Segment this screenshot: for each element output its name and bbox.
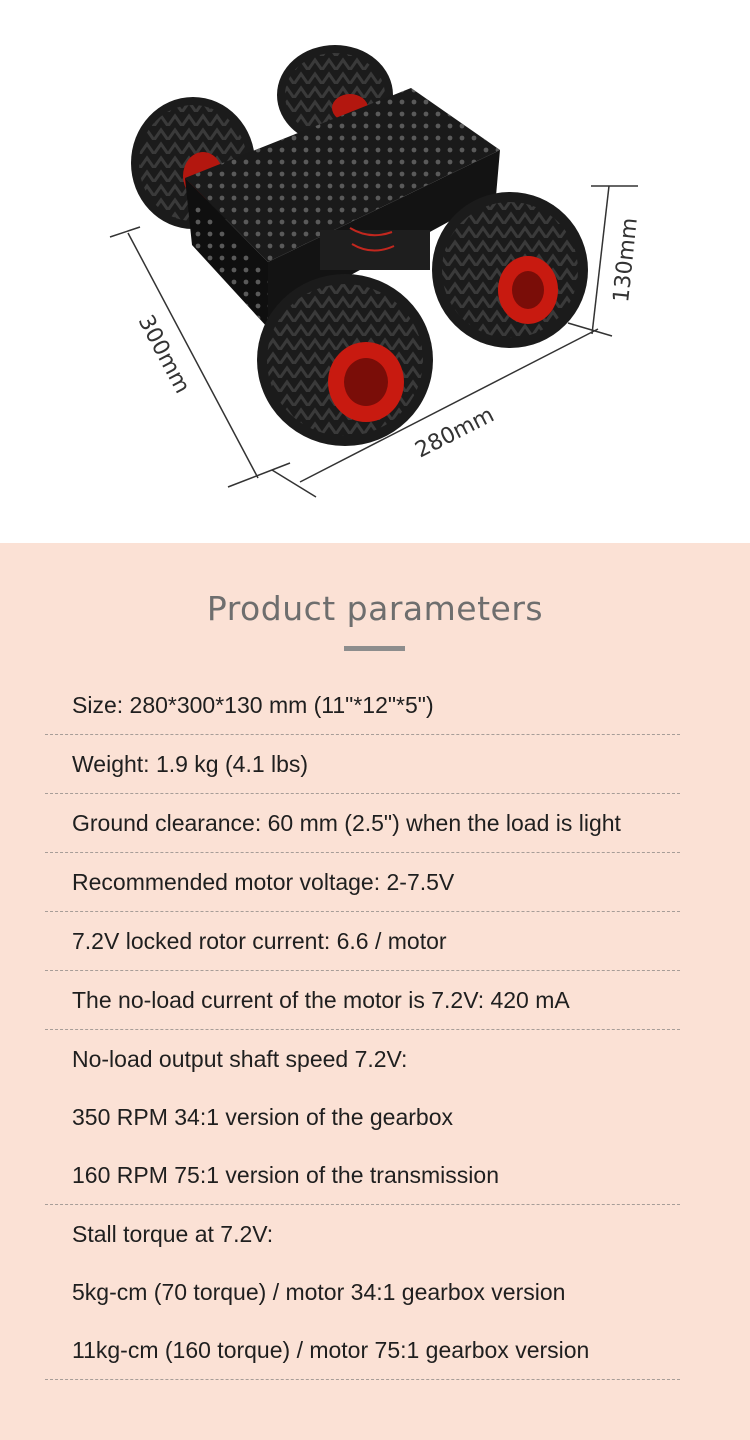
param-weight	[45, 735, 680, 794]
height-dimension-label: 130mm	[609, 216, 643, 304]
title-underline	[344, 646, 405, 651]
length-dimension-label: 280mm	[411, 402, 499, 464]
param-shaft-speed	[45, 1030, 680, 1205]
section-title: Product parameters	[206, 589, 544, 628]
param-line: 7.2V locked rotor current: 6.6 / motor	[72, 928, 447, 954]
robot-chassis-illustration	[0, 0, 750, 543]
param-line: Ground clearance: 60 mm (2.5") when the load is light	[72, 810, 621, 836]
param-line: Size: 280*300*130 mm (11"*12"*5")	[72, 692, 434, 718]
param-line: No-load output shaft speed 7.2V:	[72, 1046, 408, 1072]
param-ground-clearance	[45, 794, 680, 853]
width-dimension-label: 300mm	[132, 311, 195, 398]
param-no-load-current	[45, 971, 680, 1030]
param-size	[45, 676, 680, 735]
param-line: The no-load current of the motor is 7.2V: 420 mA	[72, 987, 570, 1013]
front-left-wheel	[257, 274, 433, 446]
param-line: Recommended motor voltage: 2-7.5V	[72, 869, 455, 895]
front-right-wheel	[432, 192, 588, 348]
param-line: Stall torque at 7.2V:	[72, 1221, 274, 1247]
product-image-area	[0, 0, 750, 543]
param-line: 160 RPM 75:1 version of the transmission	[72, 1162, 499, 1188]
param-line: 11kg-cm (160 torque) / motor 75:1 gearbox version	[72, 1337, 590, 1363]
param-line: 350 RPM 34:1 version of the gearbox	[72, 1104, 454, 1130]
parameters-section	[0, 543, 750, 1440]
param-stall-torque	[45, 1205, 680, 1380]
param-motor-voltage	[45, 853, 680, 912]
param-locked-rotor-current	[45, 912, 680, 971]
param-line: Weight: 1.9 kg (4.1 lbs)	[72, 751, 309, 777]
parameters-list	[45, 676, 680, 1380]
param-line: 5kg-cm (70 torque) / motor 34:1 gearbox version	[72, 1279, 566, 1305]
